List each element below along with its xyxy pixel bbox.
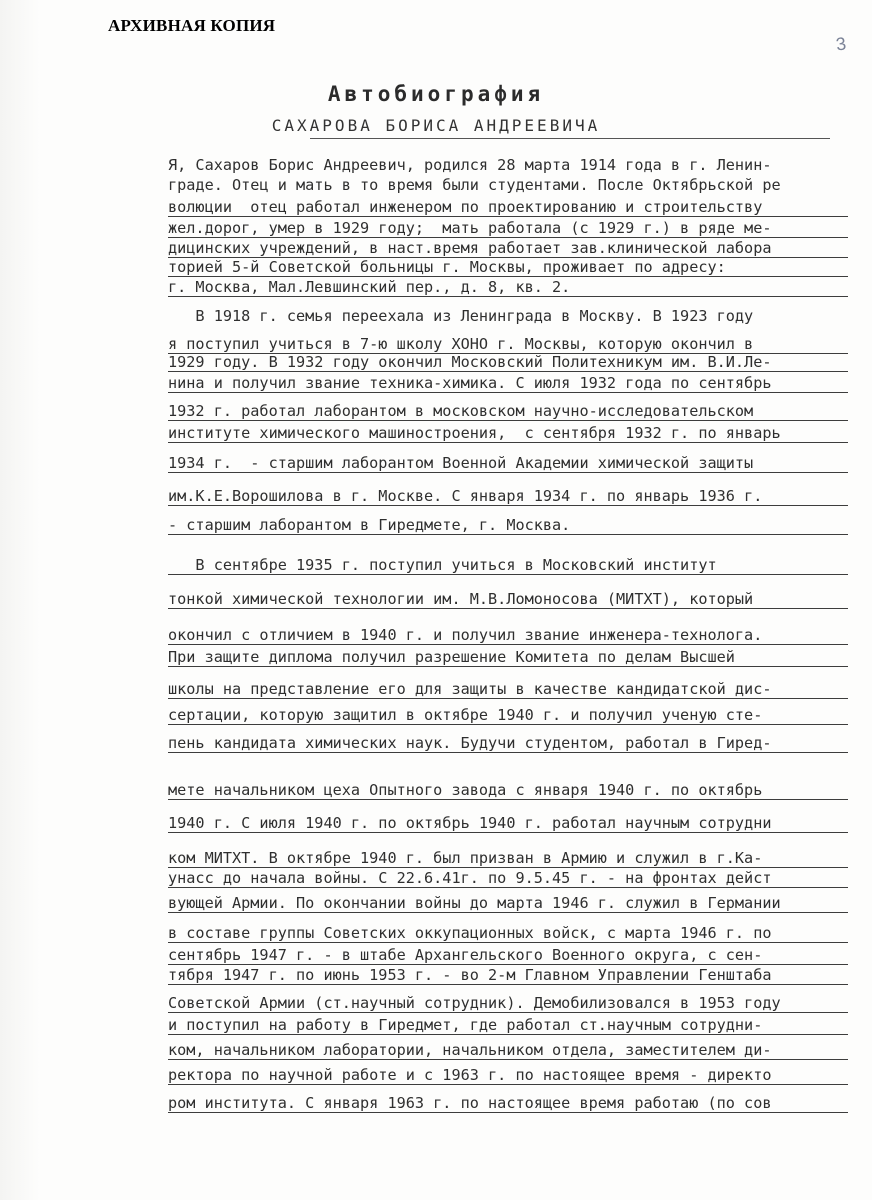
body-line: институте химического машиностроения, с сентября 1932 г. по январь [168,424,781,442]
body-line: сертации, которую защитил в октябре 1940 г. и получил ученую сте- [168,706,763,724]
body-line: тября 1947 г. по июнь 1953 г. - во 2-м Главном Управлении Генштаба [168,966,772,984]
body-line: мете начальником цеха Опытного завода с января 1940 г. по октябрь [168,781,763,799]
body-line: При защите диплома получил разрешение Комитета по делам Высшей [168,648,735,666]
body-line: вующей Армии. По окончании войны до марта 1946 г. служил в Германии [168,894,781,912]
underline-rule [168,1084,848,1085]
underline-rule [168,752,848,753]
body-line: жел.дорог, умер в 1929 году; мать работала (с 1929 г.) в ряде ме- [168,219,772,237]
body-line: нина и получил звание техника-химика. С июля 1932 года по сентябрь [168,374,772,392]
underline-rule [168,296,848,297]
body-line: торией 5-й Советской больницы г. Москвы, проживает по адресу: [168,258,726,276]
underline-rule [168,867,848,868]
body-line: ком МИТХТ. В октябре 1940 г. был призван в Армию и служил в г.Ка- [168,849,763,867]
subtitle-underline [310,138,830,139]
body-line: г. Москва, Мал.Левшинский пер., д. 8, кв. 2. [168,278,571,296]
underline-rule [168,442,848,443]
underline-rule [168,1012,848,1013]
body-line: ком, начальником лаборатории, начальником отдела, заместителем ди- [168,1041,772,1059]
underline-rule [168,472,848,473]
body-line: сентябрь 1947 г. - в штабе Архангельского Военного округа, с сен- [168,946,763,964]
body-line: ректора по научной работе и с 1963 г. по настоящее время - директо [168,1066,772,1084]
underline-rule [168,574,848,575]
body-line: 1929 году. В 1932 году окончил Московский Политехникум им. В.И.Ле- [168,353,772,371]
underline-rule [168,799,848,800]
body-line: дицинских учреждений, в наст.время работает зав.клинической лабора [168,239,772,257]
body-line: 1932 г. работал лаборантом в московском научно-исследовательском [168,402,754,420]
body-line: пень кандидата химических наук. Будучи студентом, работал в Гиред- [168,734,772,752]
body-line: им.К.Е.Ворошилова в г. Москве. С января 1934 г. по январь 1936 г. [168,487,763,505]
body-line: школы на представление его для защиты в качестве кандидатской дис- [168,680,772,698]
body-line: и поступил на работу в Гиредмет, где работал ст.научным сотрудни- [168,1016,763,1034]
body-line: в составе группы Советских оккупационных войск, с марта 1946 г. по [168,924,772,942]
underline-rule [168,942,848,943]
underline-rule [168,371,848,372]
body-line: тонкой химической технологии им. М.В.Ломоносова (МИТХТ), который [168,590,754,608]
document-title: Автобиография [327,82,545,106]
underline-rule [168,237,848,238]
scan-margin [0,0,40,1200]
underline-rule [168,1059,848,1060]
underline-rule [168,608,848,609]
body-line: В 1918 г. семья переехала из Ленинграда в Москву. В 1923 году [168,307,754,325]
underline-rule [168,1112,848,1113]
underline-rule [168,392,848,393]
underline-rule [168,505,848,506]
body-line: я поступил учиться в 7-ю школу ХОНО г. Москвы, которую окончил в [168,335,754,353]
underline-rule [168,276,848,277]
page-number: 3 [834,33,848,55]
underline-rule [168,666,848,667]
body-line: - старшим лаборантом в Гиредмете, г. Москва. [168,516,571,534]
underline-rule [168,534,848,535]
body-line: В сентябре 1935 г. поступил учиться в Московский институт [168,556,717,574]
document-subtitle: САХАРОВА БОРИСА АНДРЕЕВИЧА [271,116,601,135]
underline-rule [168,832,848,833]
body-line: 1934 г. - старшим лаборантом Военной Академии химической защиты [168,454,754,472]
body-line: граде. Отец и мать в то время были студентами. После Октябрьской ре [168,176,781,194]
body-line: ром института. С января 1963 г. по настоящее время работаю (по сов [168,1094,772,1112]
underline-rule [168,964,848,965]
underline-rule [168,1034,848,1035]
underline-rule [168,644,848,645]
body-line: 1940 г. С июля 1940 г. по октябрь 1940 г. работал научным сотрудни [168,814,772,832]
underline-rule [168,912,848,913]
archive-copy-stamp: АРХИВНАЯ КОПИЯ [108,16,276,35]
body-line: окончил с отличием в 1940 г. и получил звание инженера-технолога. [168,626,763,644]
underline-rule [168,724,848,725]
underline-rule [168,698,848,699]
body-line: Я, Сахаров Борис Андреевич, родился 28 марта 1914 года в г. Ленин- [168,156,772,174]
body-line: унасс до начала войны. С 22.6.41г. по 9.5.45 г. - на фронтах дейст [168,869,772,887]
underline-rule [168,216,848,217]
underline-rule [168,984,848,985]
body-line: Советской Армии (ст.научный сотрудник). Демобилизовался в 1953 году [168,994,781,1012]
underline-rule [168,420,848,421]
body-line: волюции отец работал инженером по проектированию и строительству [168,198,763,216]
underline-rule [168,887,848,888]
